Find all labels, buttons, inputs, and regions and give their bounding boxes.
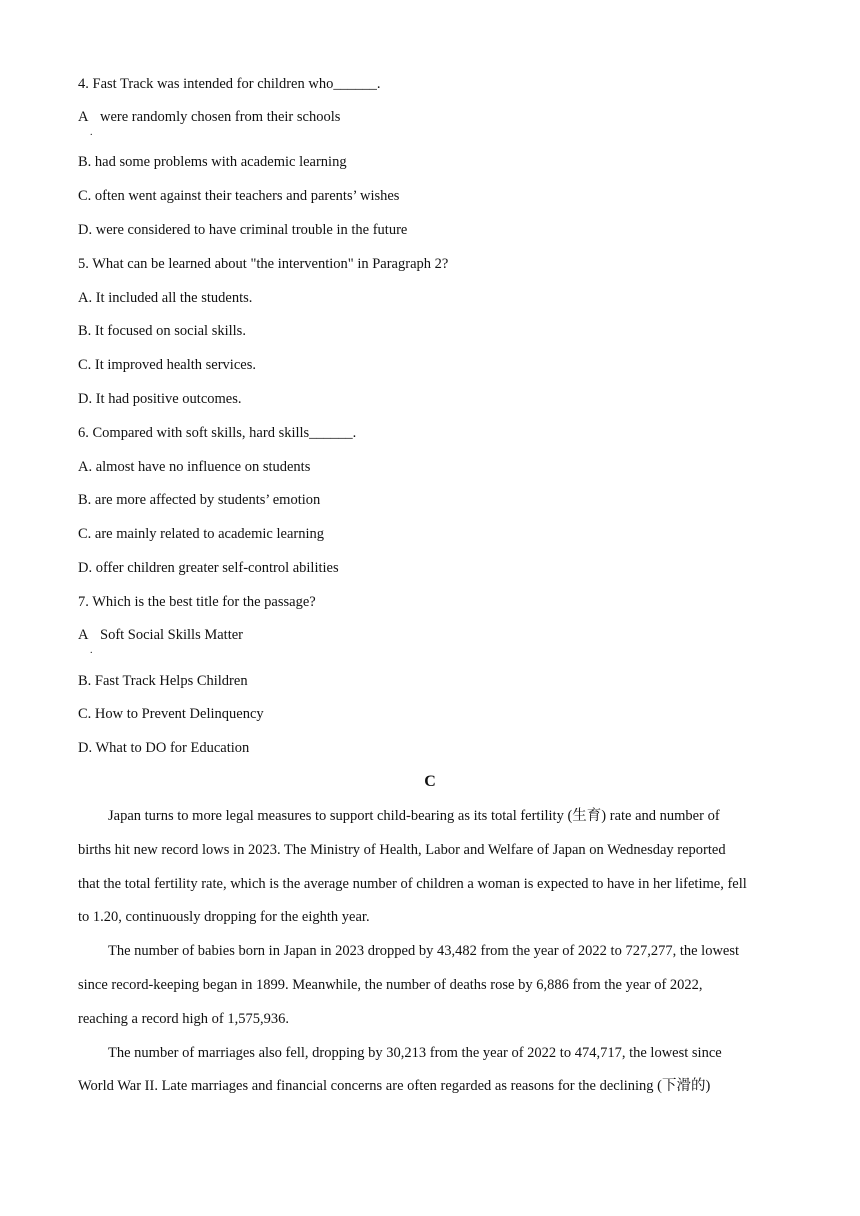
paragraph-2-line-3: reaching a record high of 1,575,936. (78, 1011, 289, 1027)
question-7-option-d: D. What to DO for Education (78, 740, 250, 756)
option-dot: . (90, 645, 93, 656)
question-5-option-c: C. It improved health services. (78, 357, 256, 373)
option-letter: A (78, 627, 89, 643)
option-letter: A (78, 109, 89, 125)
paragraph-3-line-2: World War II. Late marriages and financial concerns are often regarded as reasons for the declining (下滑的) (78, 1078, 711, 1094)
question-6-option-c: C. are mainly related to academic learning (78, 526, 324, 542)
question-4-option-a (78, 108, 341, 138)
question-6-option-a: A. almost have no influence on students (78, 459, 311, 475)
paragraph-2-line-2: since record-keeping began in 1899. Meanwhile, the number of deaths rose by 6,886 from the year of 2022, (78, 977, 703, 993)
question-4-stem: 4. Fast Track was intended for children who______. (78, 76, 381, 92)
paragraph-1-line-2: births hit new record lows in 2023. The Ministry of Health, Labor and Welfare of Japan on Wednesday reported (78, 842, 726, 858)
paragraph-1-line-4: to 1.20, continuously dropping for the eighth year. (78, 909, 370, 925)
option-a-letter (78, 626, 100, 656)
option-a-text: Soft Social Skills Matter (100, 627, 243, 643)
option-a-letter (78, 108, 100, 138)
option-dot: . (90, 127, 93, 138)
question-4-option-d: D. were considered to have criminal trouble in the future (78, 222, 408, 238)
question-7-option-c: C. How to Prevent Delinquency (78, 706, 264, 722)
paragraph-1-line-3: that the total fertility rate, which is the average number of children a woman is expected to have in her lifetime, fell (78, 876, 747, 892)
question-5-stem: 5. What can be learned about "the intervention" in Paragraph 2? (78, 256, 449, 272)
option-a-text: were randomly chosen from their schools (100, 109, 341, 125)
question-6-option-b: B. are more affected by students’ emotion (78, 492, 321, 508)
question-7-option-a (78, 626, 243, 656)
paragraph-1-line-1: Japan turns to more legal measures to support child-bearing as its total fertility (生育) rate and number of (108, 808, 720, 824)
question-4-option-b: B. had some problems with academic learning (78, 154, 347, 170)
paragraph-2-line-1: The number of babies born in Japan in 2023 dropped by 43,482 from the year of 2022 to 727,277, the lowest (108, 943, 740, 959)
question-5-option-d: D. It had positive outcomes. (78, 391, 242, 407)
question-6-option-d: D. offer children greater self-control abilities (78, 560, 339, 576)
question-7-stem: 7. Which is the best title for the passage? (78, 594, 316, 610)
question-6-stem: 6. Compared with soft skills, hard skills______. (78, 425, 357, 441)
question-4-option-c: C. often went against their teachers and parents’ wishes (78, 188, 400, 204)
question-7-option-b: B. Fast Track Helps Children (78, 673, 248, 689)
section-heading: C (424, 773, 436, 790)
paragraph-3-line-1: The number of marriages also fell, dropping by 30,213 from the year of 2022 to 474,717, the lowest since (108, 1045, 722, 1061)
question-5-option-a: A. It included all the students. (78, 290, 253, 306)
question-5-option-b: B. It focused on social skills. (78, 323, 246, 339)
